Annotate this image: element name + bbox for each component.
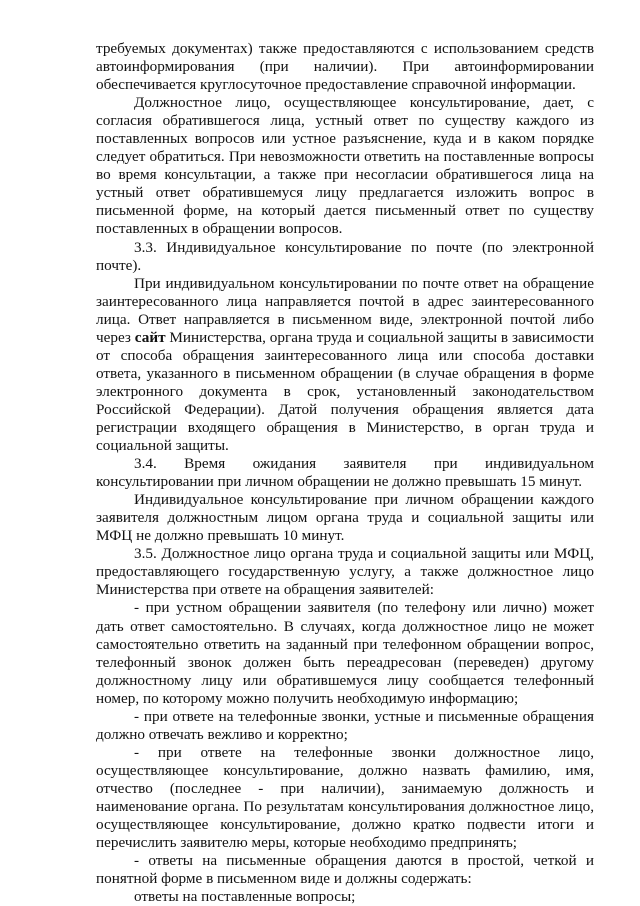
document-page <box>96 40 594 906</box>
list-item: - при ответе на телефонные звонки должностное лицо, осуществляющее консультирование, должно назвать фамилию, имя, отчество (последнее - при наличии), занимаемую должность и наименование органа. По результатам консультирования должностное лицо, осуществляющее консультирование, должно кратко подвести итоги и перечислить заявителю меры, которые необходимо предпринять; <box>96 743 594 852</box>
paragraph-text: При индивидуальном консультировании по почте ответ на обращение заинтересованного лица направляется почтой в адрес заинтересованного лица. Ответ направляется в письменном виде, электронной почтой либо через <box>96 274 594 346</box>
paragraph <box>96 275 594 455</box>
list-item: ответы на поставленные вопросы; <box>134 888 356 906</box>
list-item: - при устном обращении заявителя (по телефону или лично) может дать ответ самостоятельно. В случаях, когда должностное лицо не может самостоятельно ответить на заданный при телефонном обращении вопрос, телефонный звонок должен быть переадресован (переведен) другому должностному лицу или обратившемуся лицу сообщается телефонный номер, по которому можно получить необходимую информацию; <box>96 599 594 707</box>
list-item: - при ответе на телефонные звонки, устные и письменные обращения должно отвечать вежливо и корректно; <box>96 707 594 743</box>
list-item: - ответы на письменные обращения даются в простой, четкой и понятной форме в письменном виде и должны содержать: <box>96 852 594 888</box>
section-3-4: 3.4. Время ожидания заявителя при индивидуальном консультировании при личном обращении не должно превышать 15 минут. <box>96 455 594 491</box>
section-heading-3-3: 3.3. Индивидуальное консультирование по почте (по электронной почте). <box>96 238 594 274</box>
paragraph: требуемых документах) также предоставляются с использованием средств автоинформирования (при наличии). При автоинформировании обеспечивается круглосуточное предоставление справочной информации. <box>96 40 594 94</box>
paragraph: Индивидуальное консультирование при личном обращении каждого заявителя должностным лицом органа труда и социальной защиты или МФЦ не должно превышать 10 минут. <box>96 491 594 545</box>
paragraph-text: Министерства, органа труда и социальной защиты в зависимости от способа обращения заинтересованного лица или способа доставки ответа, указанного в письменном обращении (в случае обращения в форме электронного документа в срок, установленный законодательством Российской Федерации). Датой получения обращения является дата регистрации входящего обращения в Министерство, в орган труда и социальной защиты. <box>96 328 594 455</box>
section-3-5: 3.5. Должностное лицо органа труда и социальной защиты или МФЦ, предоставляющего государственную услугу, а также должностное лицо Министерства при ответе на обращения заявителей: <box>96 545 594 599</box>
site-term: сайт <box>134 328 166 346</box>
paragraph: Должностное лицо, осуществляющее консультирование, дает, с согласия обратившегося лица, устный ответ по существу каждого из поставленных вопросов или устное разъяснение, куда и в каком порядке следует обратиться. При невозможности ответить на поставленные вопросы во время консультации, а также при несогласии обратившегося лица на устный ответ обратившемуся лицу предлагается изложить вопрос в письменной форме, на который дается письменный ответ по существу поставленных в обращении вопросов. <box>96 94 594 238</box>
